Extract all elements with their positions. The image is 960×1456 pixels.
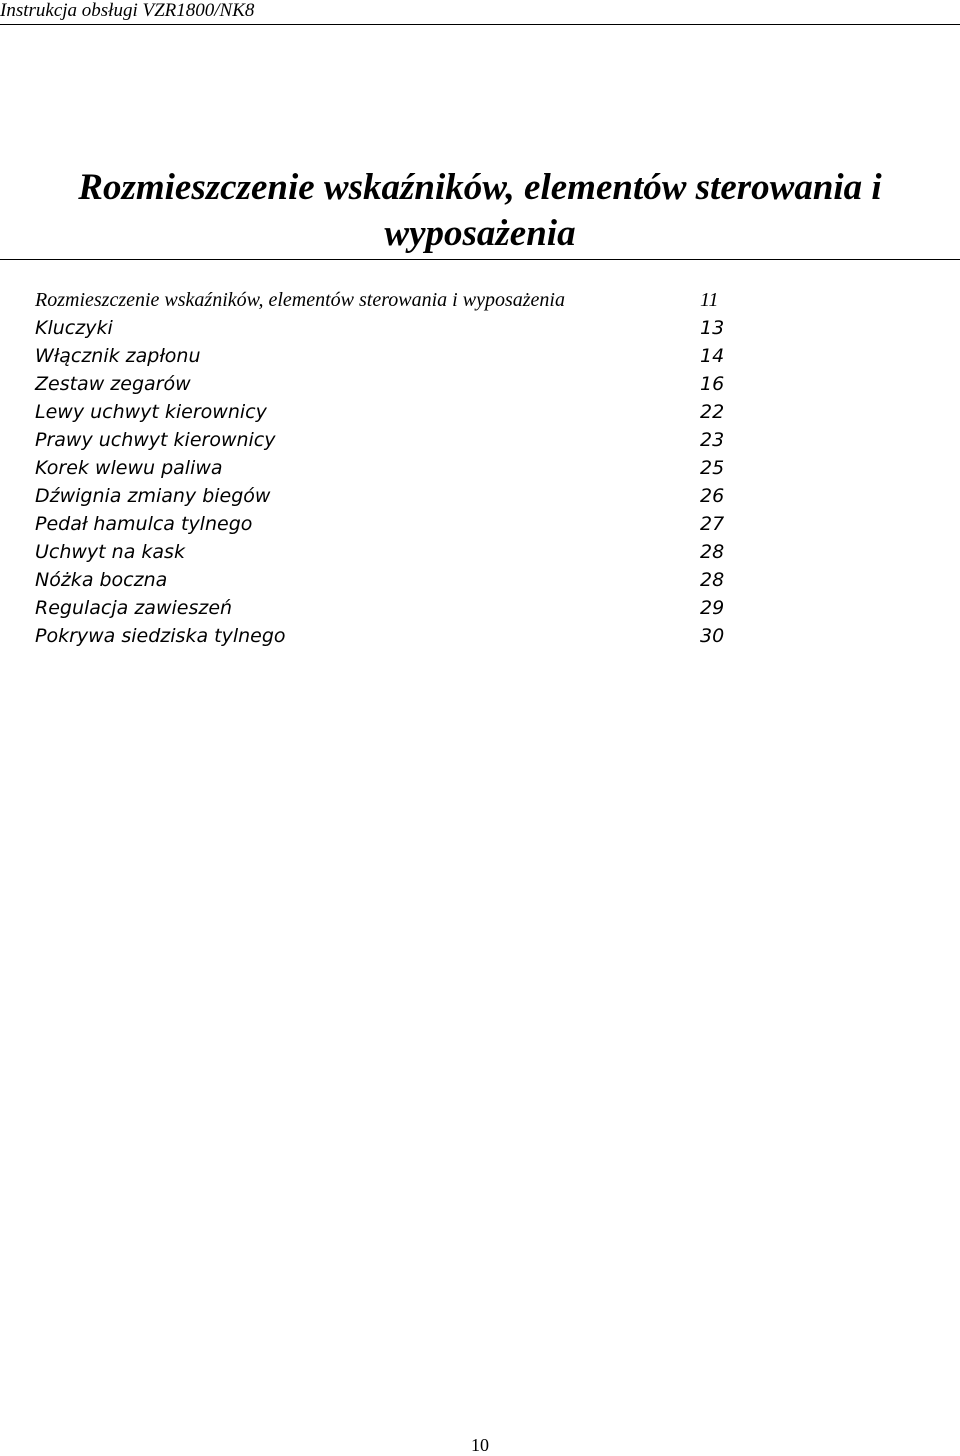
toc-entry-label: Uchwyt na kask [35, 541, 185, 563]
toc-entry-page: 25 [700, 457, 725, 479]
toc-entry[interactable] [35, 454, 735, 482]
toc-entry-page: 26 [700, 485, 725, 507]
running-header [0, 0, 960, 26]
toc-entry[interactable] [35, 538, 735, 566]
toc-entry-label: Nóżka boczna [35, 569, 168, 591]
toc-entry-label: Kluczyki [35, 317, 113, 339]
toc-entry-label: Pokrywa siedziska tylnego [35, 625, 286, 647]
toc-entry-label: Lewy uchwyt kierownicy [35, 401, 267, 423]
toc-entry[interactable] [35, 426, 735, 454]
toc-entry-label: Dźwignia zmiany biegów [35, 485, 271, 507]
toc-entry-page: 22 [700, 401, 725, 423]
toc-entry[interactable] [35, 286, 735, 314]
toc-entry-page: 11 [700, 289, 719, 311]
toc-entry-label: Włącznik zapłonu [35, 345, 201, 367]
table-of-contents [35, 286, 735, 650]
toc-entry[interactable] [35, 622, 735, 650]
toc-entry[interactable] [35, 482, 735, 510]
toc-entry-page: 14 [700, 345, 725, 367]
toc-entry-page: 30 [700, 625, 725, 647]
toc-entry[interactable] [35, 510, 735, 538]
toc-entry-label: Korek wlewu paliwa [35, 457, 223, 479]
toc-entry-label: Zestaw zegarów [35, 373, 191, 395]
toc-entry-label: Regulacja zawieszeń [35, 597, 233, 619]
toc-entry-label: Prawy uchwyt kierownicy [35, 429, 276, 451]
toc-entry[interactable] [35, 566, 735, 594]
page-number: 10 [471, 1435, 489, 1455]
toc-entry-page: 13 [700, 317, 725, 339]
toc-entry[interactable] [35, 314, 735, 342]
toc-entry-label: Rozmieszczenie wskaźników, elementów sterowania i wyposażenia [35, 289, 565, 311]
toc-entry-label: Pedał hamulca tylnego [35, 513, 253, 535]
header-divider [0, 24, 960, 25]
toc-entry-page: 28 [700, 569, 725, 591]
toc-entry-page: 29 [700, 597, 725, 619]
page-title: Rozmieszczenie wskaźników, elementów sterowania i wyposażenia [78, 167, 882, 254]
title-divider [0, 259, 960, 260]
running-header-title: Instrukcja obsługi VZR1800/NK8 [0, 0, 255, 21]
toc-entry[interactable] [35, 594, 735, 622]
toc-entry-page: 23 [700, 429, 725, 451]
toc-entry-page: 28 [700, 541, 725, 563]
toc-entry-page: 16 [700, 373, 725, 395]
toc-entry[interactable] [35, 342, 735, 370]
toc-entry-page: 27 [700, 513, 725, 535]
toc-entry[interactable] [35, 398, 735, 426]
toc-entry[interactable] [35, 370, 735, 398]
